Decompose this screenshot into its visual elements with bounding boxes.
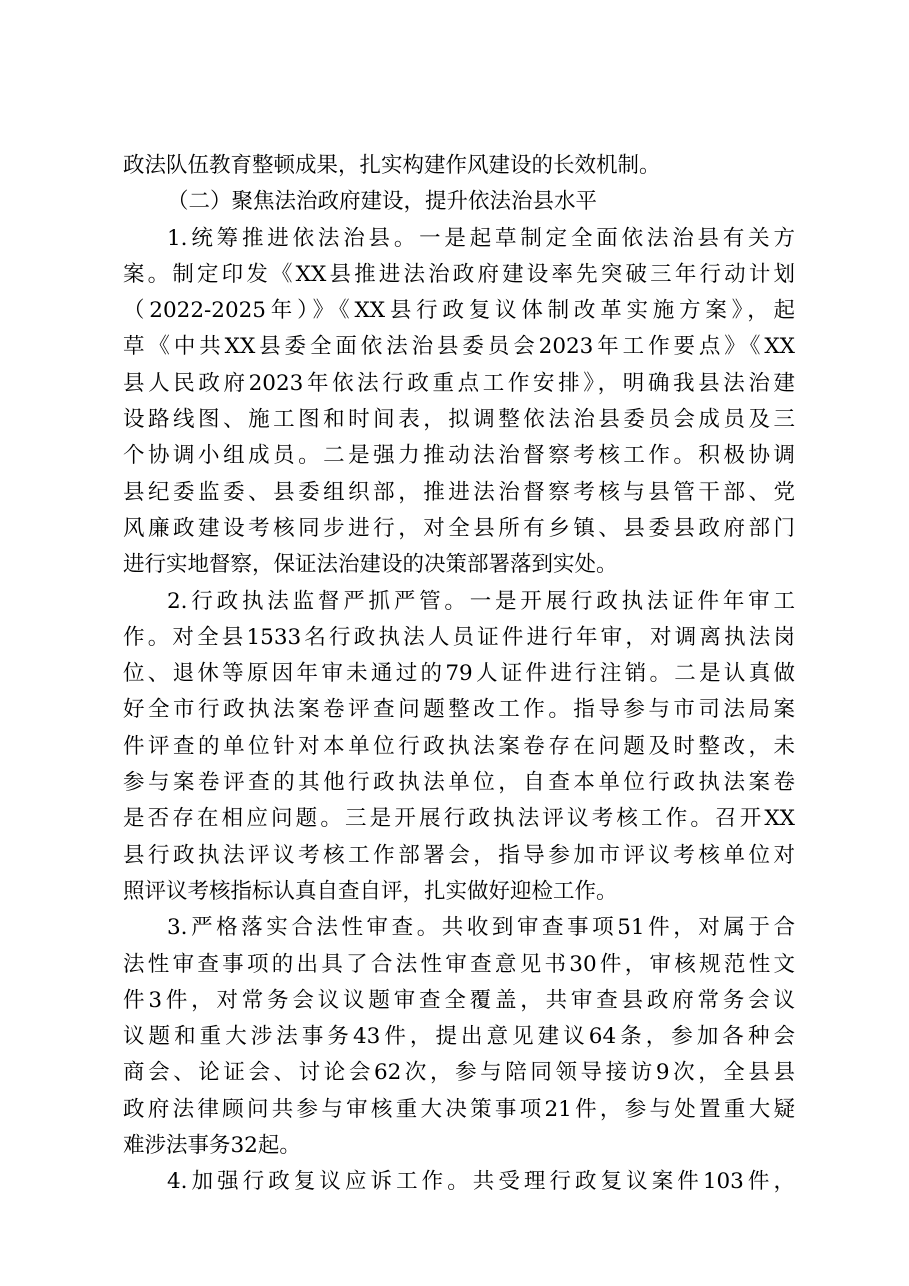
document-line: 县行政执法评议考核工作部署会，指导参加市评议考核单位对 bbox=[123, 842, 795, 868]
document-line: 案。制定印发《XX县推进法治政府建设率先突破三年行动计划 bbox=[123, 261, 795, 287]
document-line: 位、退休等原因年审未通过的79人证件进行注销。二是认真做 bbox=[123, 661, 795, 687]
document-line: 3.严格落实合法性审查。共收到审查事项51件，对属于合 bbox=[167, 915, 795, 941]
document-line: 议题和重大涉法事务43件，提出意见建议64条，参加各种会 bbox=[123, 1024, 795, 1050]
document-line: 政法队伍教育整顿成果，扎实构建作风建设的长效机制。 bbox=[123, 153, 661, 178]
document-line: 难涉法事务32起。 bbox=[123, 1133, 301, 1159]
document-line: （2022-2025年）》《XX县行政复议体制改革实施方案》，起 bbox=[123, 298, 795, 324]
document-line: 是否存在相应问题。三是开展行政执法评议考核工作。召开XX bbox=[123, 806, 795, 832]
document-line: 作。对全县1533名行政执法人员证件进行年审，对调离执法岗 bbox=[123, 624, 795, 650]
document-line: （二）聚焦法治政府建设，提升依法治县水平 bbox=[167, 189, 598, 215]
document-line: 件3件，对常务会议议题审查全覆盖，共审查县政府常务会议 bbox=[123, 987, 795, 1013]
document-line: 件评查的单位针对本单位行政执法案卷存在问题及时整改，未 bbox=[123, 733, 795, 759]
document-line: 设路线图、施工图和时间表，拟调整依法治县委员会成员及三 bbox=[123, 407, 795, 433]
document-line: 4.加强行政复议应诉工作。共受理行政复议案件103件， bbox=[167, 1169, 795, 1195]
document-line: 1.统筹推进依法治县。一是起草制定全面依法治县有关方 bbox=[167, 225, 795, 251]
document-line: 县人民政府2023年依法行政重点工作安排》，明确我县法治建 bbox=[123, 370, 795, 396]
document-line: 草《中共XX县委全面依法治县委员会2023年工作要点》《XX bbox=[123, 334, 795, 360]
document-line: 商会、论证会、讨论会62次，参与陪同领导接访9次，全县县 bbox=[123, 1060, 795, 1086]
document-line: 好全市行政执法案卷评查问题整改工作。指导参与市司法局案 bbox=[123, 697, 795, 723]
document-line: 政府法律顾问共参与审核重大决策事项21件，参与处置重大疑 bbox=[123, 1096, 795, 1122]
document-line: 2.行政执法监督严抓严管。一是开展行政执法证件年审工 bbox=[167, 588, 795, 614]
document-line: 进行实地督察，保证法治建设的决策部署落到实处。 bbox=[123, 552, 618, 578]
document-line: 风廉政建设考核同步进行，对全县所有乡镇、县委县政府部门 bbox=[123, 515, 795, 541]
document-line: 照评议考核指标认真自查自评，扎实做好迎检工作。 bbox=[123, 878, 618, 904]
document-line: 法性审查事项的出具了合法性审查意见书30件，审核规范性文 bbox=[123, 951, 795, 977]
document-line: 个协调小组成员。二是强力推动法治督察考核工作。积极协调 bbox=[123, 443, 795, 469]
document-line: 参与案卷评查的其他行政执法单位，自查本单位行政执法案卷 bbox=[123, 770, 795, 796]
document-line: 县纪委监委、县委组织部，推进法治督察考核与县管干部、党 bbox=[123, 479, 795, 505]
document-body bbox=[123, 148, 795, 1201]
